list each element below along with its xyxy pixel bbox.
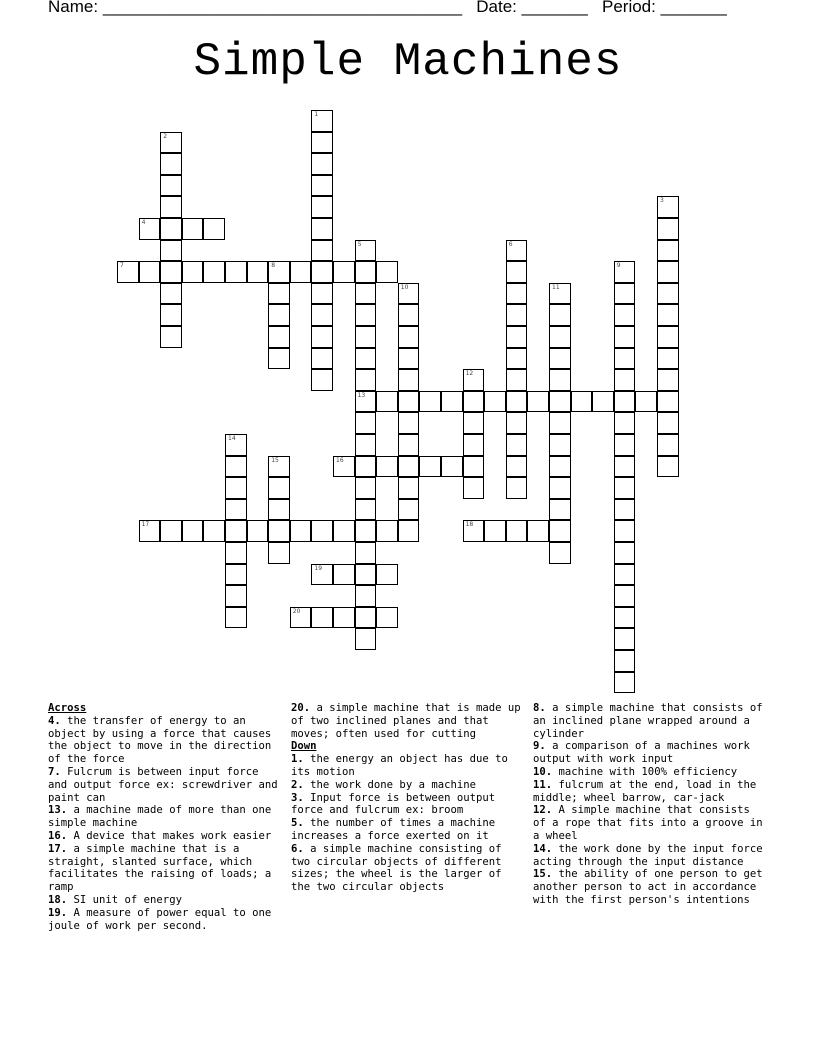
grid-cell[interactable] bbox=[398, 520, 420, 542]
grid-cell[interactable] bbox=[355, 542, 377, 564]
clue-down-9: 9. a comparison of a machines work output with work input bbox=[533, 740, 750, 766]
grid-cell[interactable] bbox=[268, 348, 290, 370]
clue-number: 3 bbox=[660, 197, 664, 205]
grid-cell[interactable] bbox=[657, 369, 679, 391]
grid-cell[interactable] bbox=[355, 369, 377, 391]
clue-down-15: 15. the ability of one person to get another person to act in accordance with the first person's intentions bbox=[533, 868, 763, 906]
grid-cell[interactable] bbox=[311, 326, 333, 348]
grid-cell[interactable] bbox=[614, 304, 636, 326]
grid-cell[interactable] bbox=[463, 520, 485, 542]
clue-column-1 bbox=[48, 702, 280, 932]
clue-number: 18 bbox=[465, 521, 474, 529]
grid-cell[interactable] bbox=[549, 456, 571, 478]
grid-cell[interactable] bbox=[506, 240, 528, 262]
grid-cell[interactable] bbox=[225, 607, 247, 629]
grid-cell[interactable] bbox=[311, 283, 333, 305]
name-label: Name: bbox=[48, 0, 99, 16]
grid-cell[interactable] bbox=[506, 520, 528, 542]
grid-cell[interactable] bbox=[398, 477, 420, 499]
grid-cell[interactable] bbox=[355, 412, 377, 434]
grid-cell[interactable] bbox=[657, 196, 679, 218]
grid-cell[interactable] bbox=[549, 434, 571, 456]
grid-cell[interactable] bbox=[571, 391, 593, 413]
grid-cell[interactable] bbox=[160, 218, 182, 240]
grid-cell[interactable] bbox=[614, 391, 636, 413]
grid-cell[interactable] bbox=[333, 261, 355, 283]
clue-down-1: 1. the energy an object has due to its motion bbox=[291, 753, 508, 778]
grid-cell[interactable] bbox=[160, 196, 182, 218]
grid-cell[interactable] bbox=[549, 520, 571, 542]
grid-cell[interactable] bbox=[614, 672, 636, 694]
clue-number: 4 bbox=[141, 219, 146, 226]
clue-across-4: 4. the transfer of energy to an object by using a force that causes the object to move in the direction of the force bbox=[48, 714, 272, 766]
grid-cell[interactable] bbox=[290, 520, 312, 542]
grid-cell[interactable] bbox=[355, 391, 377, 413]
grid-cell[interactable] bbox=[657, 304, 679, 326]
grid-cell[interactable] bbox=[614, 477, 636, 499]
grid-cell[interactable] bbox=[160, 175, 182, 197]
grid-cell[interactable] bbox=[549, 477, 571, 499]
grid-cell[interactable] bbox=[311, 110, 333, 132]
clue-down-5: 5. the number of times a machine increases a force exerted on it bbox=[291, 817, 496, 842]
grid-cell[interactable] bbox=[549, 326, 571, 348]
grid-cell[interactable] bbox=[139, 520, 161, 542]
grid-cell[interactable] bbox=[160, 240, 182, 262]
grid-cell[interactable] bbox=[311, 564, 333, 586]
clue-down-14: 14. the work done by the input force acting through the input distance bbox=[533, 842, 763, 868]
clue-across-7: 7. Fulcrum is between input force and output force ex: screwdriver and paint can bbox=[48, 765, 278, 804]
clue-number: 8 bbox=[271, 262, 276, 270]
grid-cell[interactable] bbox=[419, 456, 441, 478]
date-label: Date: bbox=[476, 0, 517, 16]
grid-cell[interactable] bbox=[398, 391, 420, 413]
grid-cell[interactable] bbox=[355, 628, 377, 650]
grid-cell[interactable] bbox=[225, 477, 247, 499]
clue-across-18: 18. SI unit of energy bbox=[48, 893, 182, 906]
clue-number: 19 bbox=[314, 564, 323, 572]
clue-number: 1 bbox=[314, 111, 319, 118]
grid-cell[interactable] bbox=[614, 542, 636, 564]
grid-cell[interactable] bbox=[614, 283, 636, 305]
grid-cell[interactable] bbox=[355, 564, 377, 586]
clue-number: 9 bbox=[616, 262, 621, 270]
grid-cell[interactable] bbox=[160, 326, 182, 348]
grid-cell[interactable] bbox=[657, 348, 679, 370]
grid-cell[interactable] bbox=[160, 261, 182, 283]
grid-cell[interactable] bbox=[657, 261, 679, 283]
grid-cell[interactable] bbox=[441, 391, 463, 413]
grid-cell[interactable] bbox=[311, 520, 333, 542]
clue-number: 10 bbox=[400, 283, 409, 291]
clue-down-3: 3. Input force is between output force and fulcrum ex: broom bbox=[291, 791, 496, 817]
clue-number: 5 bbox=[357, 240, 362, 248]
grid-cell[interactable] bbox=[117, 261, 139, 283]
clue-number: 7 bbox=[120, 262, 124, 270]
grid-cell[interactable] bbox=[355, 585, 377, 607]
grid-cell[interactable] bbox=[484, 520, 506, 542]
grid-cell[interactable] bbox=[160, 283, 182, 305]
grid-cell[interactable] bbox=[549, 304, 571, 326]
grid-cell[interactable] bbox=[398, 369, 420, 391]
clue-number: 6 bbox=[508, 240, 513, 248]
period-label: Period: bbox=[602, 0, 656, 16]
grid-cell[interactable] bbox=[614, 628, 636, 650]
grid-cell[interactable] bbox=[398, 304, 420, 326]
grid-cell[interactable] bbox=[203, 520, 225, 542]
clue-number: 20 bbox=[292, 607, 301, 615]
grid-cell[interactable] bbox=[657, 412, 679, 434]
grid-cell[interactable] bbox=[247, 520, 269, 542]
grid-cell[interactable] bbox=[311, 132, 333, 154]
grid-cell[interactable] bbox=[311, 153, 333, 175]
grid-cell[interactable] bbox=[355, 261, 377, 283]
grid-cell[interactable] bbox=[333, 456, 355, 478]
grid-cell[interactable] bbox=[225, 261, 247, 283]
grid-cell[interactable] bbox=[268, 542, 290, 564]
grid-cell[interactable] bbox=[160, 132, 182, 154]
period-field[interactable]: _______ bbox=[660, 0, 727, 16]
grid-cell[interactable] bbox=[441, 456, 463, 478]
grid-cell[interactable] bbox=[463, 412, 485, 434]
grid-cell[interactable] bbox=[355, 434, 377, 456]
clue-number: 2 bbox=[163, 132, 168, 140]
grid-cell[interactable] bbox=[506, 304, 528, 326]
grid-cell[interactable] bbox=[614, 326, 636, 348]
grid-cell[interactable] bbox=[398, 412, 420, 434]
grid-cell[interactable] bbox=[506, 434, 528, 456]
grid-cell[interactable] bbox=[614, 650, 636, 672]
grid-cell[interactable] bbox=[203, 218, 225, 240]
grid-cell[interactable] bbox=[398, 326, 420, 348]
grid-cell[interactable] bbox=[398, 348, 420, 370]
grid-cell[interactable] bbox=[203, 261, 225, 283]
grid-cell[interactable] bbox=[268, 499, 290, 521]
grid-cell[interactable] bbox=[268, 326, 290, 348]
across-heading: Across bbox=[48, 702, 87, 714]
clue-number: 17 bbox=[141, 521, 150, 529]
grid-cell[interactable] bbox=[182, 261, 204, 283]
grid-cell[interactable] bbox=[657, 240, 679, 262]
grid-cell[interactable] bbox=[657, 456, 679, 478]
grid-cell[interactable] bbox=[376, 564, 398, 586]
clue-down-11: 11. fulcrum at the end, load in the middle; wheel barrow, car-jack bbox=[533, 778, 757, 804]
grid-cell[interactable] bbox=[355, 304, 377, 326]
grid-cell[interactable] bbox=[355, 240, 377, 262]
grid-cell[interactable] bbox=[549, 499, 571, 521]
grid-cell[interactable] bbox=[592, 391, 614, 413]
clue-number: 13 bbox=[357, 391, 366, 399]
grid-cell[interactable] bbox=[657, 326, 679, 348]
grid-cell[interactable] bbox=[333, 520, 355, 542]
clue-across-19: 19. A measure of power equal to one joule of work per second. bbox=[48, 906, 272, 932]
grid-cell[interactable] bbox=[463, 477, 485, 499]
grid-cell[interactable] bbox=[225, 520, 247, 542]
clue-down-6: 6. a simple machine consisting of two circular objects of different sizes; the wheel is the larger of the two circular objects bbox=[291, 842, 502, 894]
grid-cell[interactable] bbox=[657, 283, 679, 305]
grid-cell[interactable] bbox=[355, 477, 377, 499]
grid-cell[interactable] bbox=[614, 434, 636, 456]
grid-cell[interactable] bbox=[268, 477, 290, 499]
grid-cell[interactable] bbox=[614, 499, 636, 521]
grid-cell[interactable] bbox=[311, 369, 333, 391]
grid-cell[interactable] bbox=[549, 283, 571, 305]
grid-cell[interactable] bbox=[506, 348, 528, 370]
grid-cell[interactable] bbox=[311, 261, 333, 283]
grid-cell[interactable] bbox=[463, 434, 485, 456]
grid-cell[interactable] bbox=[614, 261, 636, 283]
grid-cell[interactable] bbox=[139, 218, 161, 240]
grid-cell[interactable] bbox=[549, 391, 571, 413]
grid-cell[interactable] bbox=[398, 456, 420, 478]
grid-cell[interactable] bbox=[463, 391, 485, 413]
grid-cell[interactable] bbox=[657, 218, 679, 240]
clue-down-12: 12. A simple machine that consists of a rope that fits into a groove in a wheel bbox=[533, 804, 763, 842]
grid-cell[interactable] bbox=[182, 218, 204, 240]
grid-cell[interactable] bbox=[355, 348, 377, 370]
grid-cell[interactable] bbox=[355, 456, 377, 478]
grid-cell[interactable] bbox=[311, 240, 333, 262]
grid-cell[interactable] bbox=[355, 326, 377, 348]
grid-cell[interactable] bbox=[506, 369, 528, 391]
grid-cell[interactable] bbox=[549, 369, 571, 391]
grid-cell[interactable] bbox=[268, 261, 290, 283]
grid-cell[interactable] bbox=[311, 196, 333, 218]
grid-cell[interactable] bbox=[614, 520, 636, 542]
grid-cell[interactable] bbox=[225, 542, 247, 564]
grid-cell[interactable] bbox=[398, 499, 420, 521]
grid-cell[interactable] bbox=[398, 434, 420, 456]
grid-cell[interactable] bbox=[506, 477, 528, 499]
grid-cell[interactable] bbox=[614, 456, 636, 478]
grid-cell[interactable] bbox=[268, 456, 290, 478]
grid-cell[interactable] bbox=[290, 261, 312, 283]
clue-down-8: 8. a simple machine that consists of an inclined plane wrapped around a cylinder bbox=[533, 702, 763, 740]
grid-cell[interactable] bbox=[160, 520, 182, 542]
grid-cell[interactable] bbox=[614, 585, 636, 607]
clue-column-2 bbox=[291, 702, 523, 894]
clue-down-2: 2. the work done by a machine bbox=[291, 778, 476, 791]
grid-cell[interactable] bbox=[506, 456, 528, 478]
clue-across-17: 17. a simple machine that is a straight, slanted surface, which facilitates the raising of loads; a ramp bbox=[48, 842, 272, 894]
grid-cell[interactable] bbox=[614, 564, 636, 586]
grid-cell[interactable] bbox=[268, 304, 290, 326]
date-field[interactable]: _______ bbox=[521, 0, 588, 16]
grid-cell[interactable] bbox=[225, 585, 247, 607]
name-field[interactable]: ______________________________________ bbox=[102, 0, 463, 16]
grid-cell[interactable] bbox=[506, 391, 528, 413]
grid-cell[interactable] bbox=[419, 391, 441, 413]
clue-number: 14 bbox=[228, 435, 236, 442]
grid-cell[interactable] bbox=[506, 283, 528, 305]
grid-cell[interactable] bbox=[484, 391, 506, 413]
grid-cell[interactable] bbox=[225, 499, 247, 521]
grid-cell[interactable] bbox=[376, 456, 398, 478]
grid-cell[interactable] bbox=[355, 499, 377, 521]
grid-cell[interactable] bbox=[225, 564, 247, 586]
grid-cell[interactable] bbox=[635, 391, 657, 413]
clue-number: 15 bbox=[271, 456, 279, 464]
clue-number: 16 bbox=[336, 456, 344, 464]
grid-cell[interactable] bbox=[139, 261, 161, 283]
grid-cell[interactable] bbox=[311, 348, 333, 370]
grid-cell[interactable] bbox=[182, 520, 204, 542]
down-heading: Down bbox=[291, 740, 317, 753]
grid-cell[interactable] bbox=[376, 520, 398, 542]
clue-number: 11 bbox=[552, 283, 560, 291]
grid-cell[interactable] bbox=[225, 456, 247, 478]
grid-cell[interactable] bbox=[614, 348, 636, 370]
grid-cell[interactable] bbox=[614, 412, 636, 434]
grid-cell[interactable] bbox=[355, 520, 377, 542]
grid-cell[interactable] bbox=[506, 261, 528, 283]
grid-cell[interactable] bbox=[311, 218, 333, 240]
grid-cell[interactable] bbox=[268, 520, 290, 542]
clue-number: 12 bbox=[465, 370, 474, 378]
grid-cell[interactable] bbox=[355, 283, 377, 305]
page-title: Simple Machines bbox=[193, 36, 623, 88]
grid-cell[interactable] bbox=[657, 434, 679, 456]
grid-cell[interactable] bbox=[549, 412, 571, 434]
clue-down-10: 10. machine with 100% efficiency bbox=[533, 765, 738, 778]
grid-cell[interactable] bbox=[311, 304, 333, 326]
grid-cell[interactable] bbox=[463, 369, 485, 391]
clue-across-13: 13. a machine made of more than one simple machine bbox=[48, 804, 272, 830]
grid-cell[interactable] bbox=[614, 607, 636, 629]
grid-cell[interactable] bbox=[506, 326, 528, 348]
grid-cell[interactable] bbox=[463, 456, 485, 478]
grid-cell[interactable] bbox=[376, 261, 398, 283]
grid-cell[interactable] bbox=[311, 175, 333, 197]
clue-across-16: 16. A device that makes work easier bbox=[48, 829, 272, 842]
grid-cell[interactable] bbox=[160, 153, 182, 175]
grid-cell[interactable] bbox=[376, 607, 398, 629]
clue-across-20: 20. a simple machine that is made up of two inclined planes and that moves; often used for cutting bbox=[291, 702, 521, 740]
grid-cell[interactable] bbox=[376, 391, 398, 413]
clue-column-3 bbox=[533, 702, 765, 907]
grid-cell[interactable] bbox=[549, 542, 571, 564]
grid-cell[interactable] bbox=[614, 369, 636, 391]
grid-cell[interactable] bbox=[527, 391, 549, 413]
grid-cell[interactable] bbox=[290, 607, 312, 629]
grid-cell[interactable] bbox=[355, 607, 377, 629]
grid-cell[interactable] bbox=[657, 391, 679, 413]
grid-cell[interactable] bbox=[160, 304, 182, 326]
grid-cell[interactable] bbox=[527, 520, 549, 542]
grid-cell[interactable] bbox=[506, 412, 528, 434]
grid-cell[interactable] bbox=[333, 607, 355, 629]
grid-cell[interactable] bbox=[225, 434, 247, 456]
grid-cell[interactable] bbox=[268, 283, 290, 305]
grid-cell[interactable] bbox=[398, 283, 420, 305]
grid-cell[interactable] bbox=[333, 564, 355, 586]
grid-cell[interactable] bbox=[311, 607, 333, 629]
grid-cell[interactable] bbox=[549, 348, 571, 370]
grid-cell[interactable] bbox=[247, 261, 269, 283]
